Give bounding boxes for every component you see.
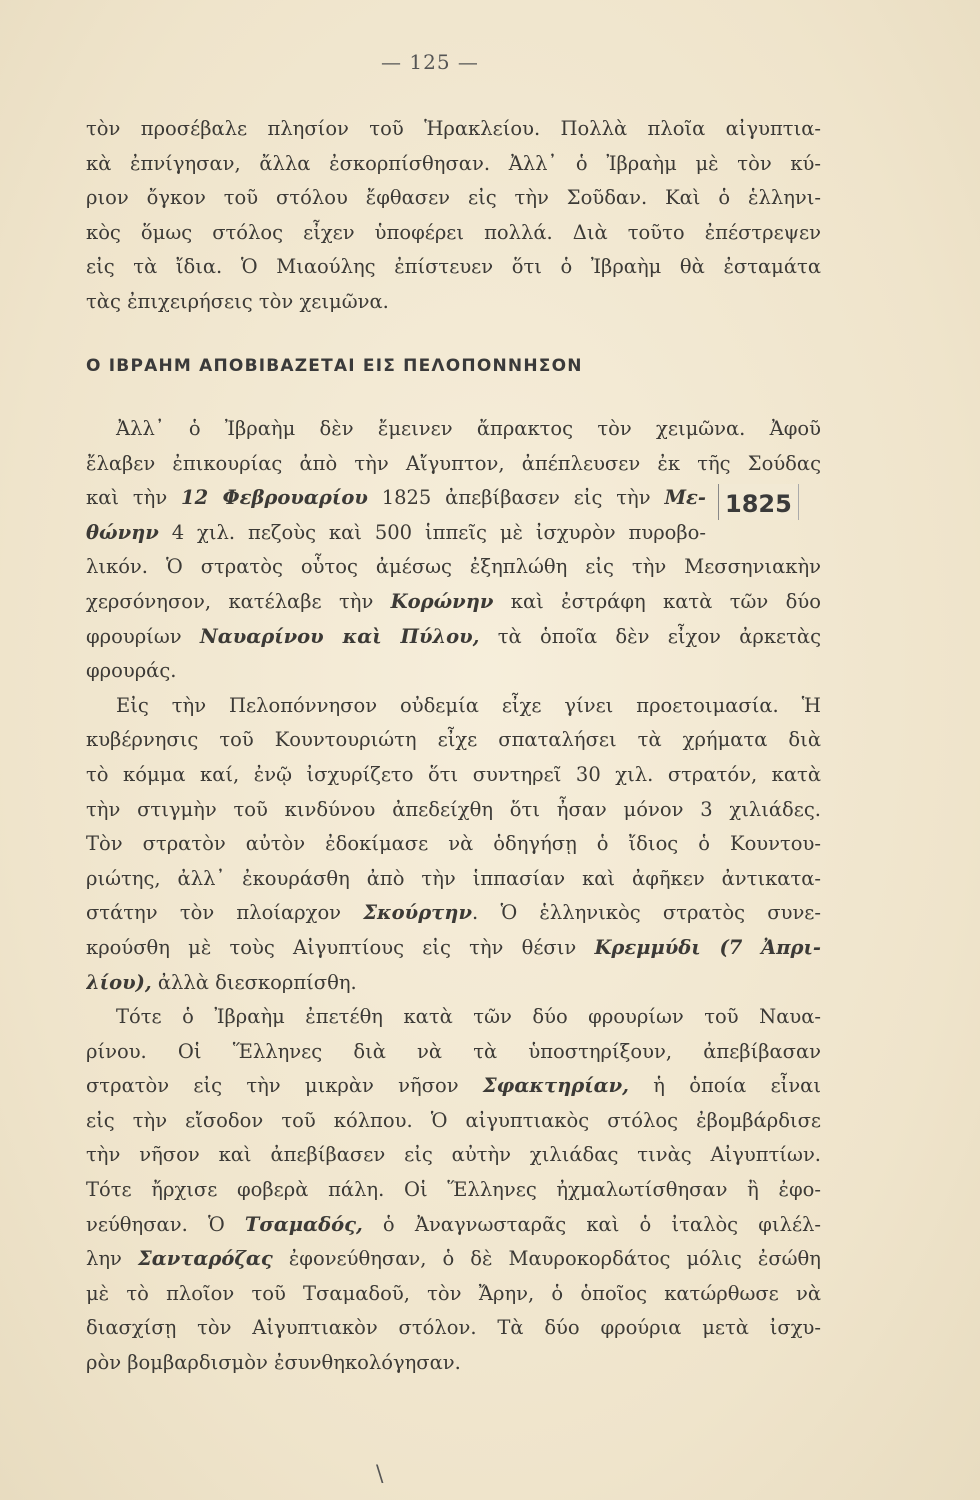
text-line <box>86 862 821 897</box>
emphasis: Σανταρόζας <box>137 1247 273 1271</box>
emphasis: Κορώνην <box>390 589 494 613</box>
emphasis: Ναυαρίνου καὶ Πύλου, <box>199 624 480 648</box>
text-run: ἀλλὰ διεσκορπίσθη. <box>151 970 357 994</box>
text-line: τὰς ἐπιχειρήσεις τὸν χειμῶνα. <box>86 289 389 313</box>
emphasis: Με- <box>664 486 706 510</box>
text-run: στρατὸν εἰς τὴν μικρὰν νῆσον <box>86 1074 483 1098</box>
text-line <box>86 827 821 862</box>
text-run: καὶ τὴν <box>86 486 182 510</box>
text-run: Τότε ὁ Ἰβραὴμ ἐπετέθη κατὰ τῶν δύο φρουρίων τοῦ Ναυα- <box>116 1005 821 1029</box>
text-run: . Ὁ ἑλληνικὸς στρατὸς συνε- <box>472 901 821 925</box>
text-line <box>86 966 821 1001</box>
text-line <box>86 412 821 447</box>
emphasis: Σφακτηρίαν, <box>482 1074 629 1098</box>
text-line <box>86 1311 821 1346</box>
emphasis: 12 Φεβρουαρίου <box>181 486 368 510</box>
text-line: ριον ὄγκον τοῦ στόλου ἔφθασεν εἰς τὴν Σοῦδαν. Καὶ ὁ ἑλληνι- <box>86 186 821 210</box>
text-line <box>86 550 821 585</box>
text-run: νεύθησαν. Ὁ <box>86 1212 245 1236</box>
text-run: στάτην τὸν πλοίαρχον <box>86 901 364 925</box>
text-line: κὸς ὅμως στόλος εἶχεν ὑποφέρει πολλά. Διὰ τοῦτο ἐπέστρεψεν <box>86 220 821 244</box>
text-line <box>86 516 706 551</box>
text-run: ἡ ὁποία εἶναι <box>628 1074 821 1098</box>
emphasis: Κρεμμύδι (7 Ἀπρι- <box>594 935 821 959</box>
text-run: ριώτης, ἀλλ᾽ ἐκουράσθη ἀπὸ τὴν ἱππασίαν καὶ ἀφῆκεν ἀντικατα- <box>86 866 821 890</box>
text-line <box>86 1138 821 1173</box>
text-line <box>86 585 821 620</box>
text-line <box>86 1035 821 1070</box>
text-run: χερσόνησον, κατέλαβε τὴν <box>86 589 391 613</box>
text-line <box>86 1173 821 1208</box>
text-line <box>86 723 821 758</box>
text-line <box>86 1208 821 1243</box>
text-run: Εἰς τὴν Πελοπόννησον οὐδεμία εἶχε γίνει προετοιμασία. Ἡ <box>116 693 821 717</box>
page-number: — 125 — <box>381 50 479 74</box>
text-run: φρουρίων <box>86 624 200 648</box>
text-line <box>86 1277 821 1312</box>
text-run: λικόν. Ὁ στρατὸς οὗτος ἀμέσως ἐξηπλώθη εἰς τὴν Μεσσηνιακὴν <box>86 555 821 579</box>
text-run: ρίνου. Οἱ Ἕλληνες διὰ νὰ τὰ ὑποστηρίξουν, ἀπεβίβασαν <box>86 1039 821 1063</box>
text-line <box>86 1346 821 1381</box>
text-run: τὴν νῆσον καὶ ἀπεβίβασεν εἰς αὐτὴν χιλιάδας τινὰς Αἰγυπτίων. <box>86 1143 821 1167</box>
text-run: 1825 ἀπεβίβασεν εἰς τὴν <box>367 486 665 510</box>
text-run: Τότε ἤρχισε φοβερὰ πάλη. Οἱ Ἕλληνες ἠχμαλωτίσθησαν ἢ ἐφο- <box>86 1178 821 1202</box>
text-line <box>86 481 706 516</box>
text-run: κρούσθη μὲ τοὺς Αἰγυπτίους εἰς τὴν θέσιν <box>86 935 595 959</box>
text-line <box>86 1104 821 1139</box>
text-run: εἰς τὴν εἴσοδον τοῦ κόλπου. Ὁ αἰγυπτιακὸς στόλος ἐβομβάρδισε <box>86 1108 821 1132</box>
text-run: κυβέρνησις τοῦ Κουντουριώτη εἶχε σπαταλήσει τὰ χρήματα διὰ <box>86 728 821 752</box>
text-run: λην <box>86 1247 138 1271</box>
text-line: κὰ ἐπνίγησαν, ἄλλα ἐσκορπίσθησαν. Ἀλλ᾽ ὁ Ἰβραὴμ μὲ τὸν κύ- <box>86 151 821 175</box>
text-run: ἔλαβεν ἐπικουρίας ἀπὸ τὴν Αἴγυπτον, ἀπέπλευσεν ἐκ τῆς Σούδας <box>86 451 821 475</box>
emphasis: θώνην <box>86 520 159 544</box>
text-run: Ἀλλ᾽ ὁ Ἰβραὴμ δὲν ἔμεινεν ἄπρακτος τὸν χειμῶνα. Ἀφοῦ <box>116 417 821 440</box>
text-run: τὸ κόμμα καί, ἐνῷ ἰσχυρίζετο ὅτι συντηρεῖ 30 χιλ. στρατόν, κατὰ <box>86 762 821 786</box>
text-line <box>86 793 821 828</box>
bottom-mark: \ <box>376 1462 384 1487</box>
text-run: 4 χιλ. πεζοὺς καὶ 500 ἱππεῖς μὲ ἰσχυρὸν πυροβο- <box>158 520 706 544</box>
margin-year-note: 1825 <box>718 484 799 520</box>
text-line <box>86 758 821 793</box>
text-run: Τὸν στρατὸν αὐτὸν ἐδοκίμασε νὰ ὁδηγήσῃ ὁ ἴδιος ὁ Κουντου- <box>86 832 821 856</box>
text-line <box>86 1242 821 1277</box>
text-run: τὰ ὁποῖα δὲν εἶχον ἀρκετὰς <box>479 624 821 648</box>
text-run: μὲ τὸ πλοῖον τοῦ Τσαμαδοῦ, τὸν Ἄρην, ὁ ὁποῖος κατώρθωσε νὰ <box>86 1281 821 1305</box>
emphasis: Τσαμαδός, <box>244 1212 363 1236</box>
intro-paragraph <box>86 112 821 320</box>
text-line <box>86 620 821 655</box>
text-run: ἐφονεύθησαν, ὁ δὲ Μαυροκορδάτος μόλις ἐσώθη <box>272 1247 821 1271</box>
text-run: ὁ Ἀναγνωσταρᾶς καὶ ὁ ἰταλὸς φιλέλ- <box>362 1212 821 1236</box>
text-line <box>86 1000 821 1035</box>
text-run: διασχίσῃ τὸν Αἰγυπτιακὸν στόλον. Τὰ δύο φρούρια μετὰ ἰσχυ- <box>86 1316 821 1340</box>
emphasis: λίου), <box>86 970 152 994</box>
body-text <box>86 412 821 1381</box>
text-line <box>86 1069 821 1104</box>
text-run: ρὸν βομβαρδισμὸν ἐσυνθηκολόγησαν. <box>86 1351 461 1375</box>
text-line: εἰς τὰ ἴδια. Ὁ Μιαούλης ἐπίστευεν ὅτι ὁ Ἰβραὴμ θὰ ἐσταμάτα <box>86 255 821 279</box>
text-run: φρουράς. <box>86 659 177 683</box>
emphasis: Σκούρτην <box>363 901 473 925</box>
text-line <box>86 896 821 931</box>
text-line: τὸν προσέβαλε πλησίον τοῦ Ἡρακλείου. Πολλὰ πλοῖα αἰγυπτια- <box>86 117 821 140</box>
text-line <box>86 931 821 966</box>
section-heading: Ο ΙΒΡΑΗΜ ΑΠΟΒΙΒΑΖΕΤΑΙ ΕΙΣ ΠΕΛΟΠΟΝΝΗΣΟΝ <box>86 356 583 376</box>
text-run: καὶ ἐστράφη κατὰ τῶν δύο <box>493 589 821 613</box>
text-run: τὴν στιγμὴν τοῦ κινδύνου ἀπεδείχθη ὅτι ἦσαν μόνον 3 χιλιάδες. <box>86 797 821 821</box>
text-line <box>86 447 821 482</box>
text-line <box>86 654 821 689</box>
text-line <box>86 689 821 724</box>
